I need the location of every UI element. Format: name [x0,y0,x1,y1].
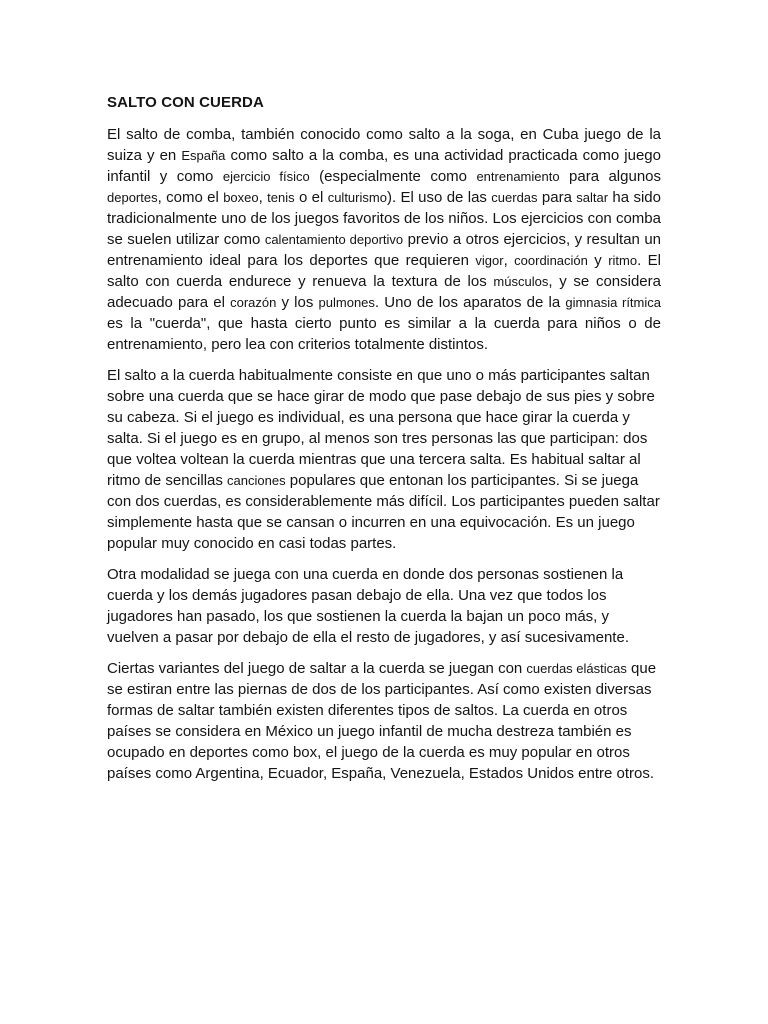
document-page [107,92,661,794]
paragraph-1: El salto de comba, también conocido como salto a la soga, en Cuba juego de la suiza y en España como salto a la comba, es una actividad practicada como juego infantil y como ejercicio físico (especialmente como entrenamiento para algunos deportes, como el boxeo, tenis o el culturismo). El uso de las cuerdas para saltar ha sido tradicionalmente uno de los juegos favoritos de los niños. Los ejercicios con comba se suelen utilizar como calentamiento deportivo previo a otros ejercicios, y resultan un entrenamiento ideal para los deportes que requieren vigor, coordinación y ritmo. El salto con cuerda endurece y renueva la textura de los músculos, y se considera adecuado para el corazón y los pulmones. Uno de los aparatos de la gimnasia rítmica es la "cuerda", que hasta cierto punto es similar a la cuerda para niños o de entrenamiento, pero lea con criterios totalmente distintos. [107,126,662,353]
paragraph-4: Ciertas variantes del juego de saltar a la cuerda se juegan con cuerdas elásticas que se estiran entre las piernas de dos de los participantes. Así como existen diversas formas de saltar también existen diferentes tipos de saltos. La cuerda en otros países se considera en México un juego infantil de mucha destreza también es ocupado en deportes como box, el juego de la cuerda es muy popular en otros países como Argentina, Ecuador, España, Venezuela, Estados Unidos entre otros. [107,660,657,782]
document-title: SALTO CON CUERDA [107,94,264,111]
paragraph-3: Otra modalidad se juega con una cuerda en donde dos personas sostienen la cuerda y los demás jugadores pasan debajo de ella. Una vez que todos los jugadores han pasado, los que sostienen la cuerda la bajan un poco más, y vuelven a pasar por debajo de ella el resto de jugadores, y así sucesivamente. [107,566,629,646]
paragraph-2: El salto a la cuerda habitualmente consiste en que uno o más participantes saltan sobre una cuerda que se hace girar de modo que pase debajo de sus pies y sobre su cabeza. Si el juego es individual, es una persona que hace girar la cuerda y salta. Si el juego es en grupo, al menos son tres personas las que participan: dos que voltea voltean la cuerda mientras que una tercera salta. Es habitual saltar al ritmo de sencillas canciones populares que entonan los participantes. Si se juega con dos cuerdas, es considerablemente más difícil. Los participantes pueden saltar simplemente hasta que se cansan o incurren en una equivocación. Es un juego popular muy conocido en casi todas partes. [107,367,660,552]
